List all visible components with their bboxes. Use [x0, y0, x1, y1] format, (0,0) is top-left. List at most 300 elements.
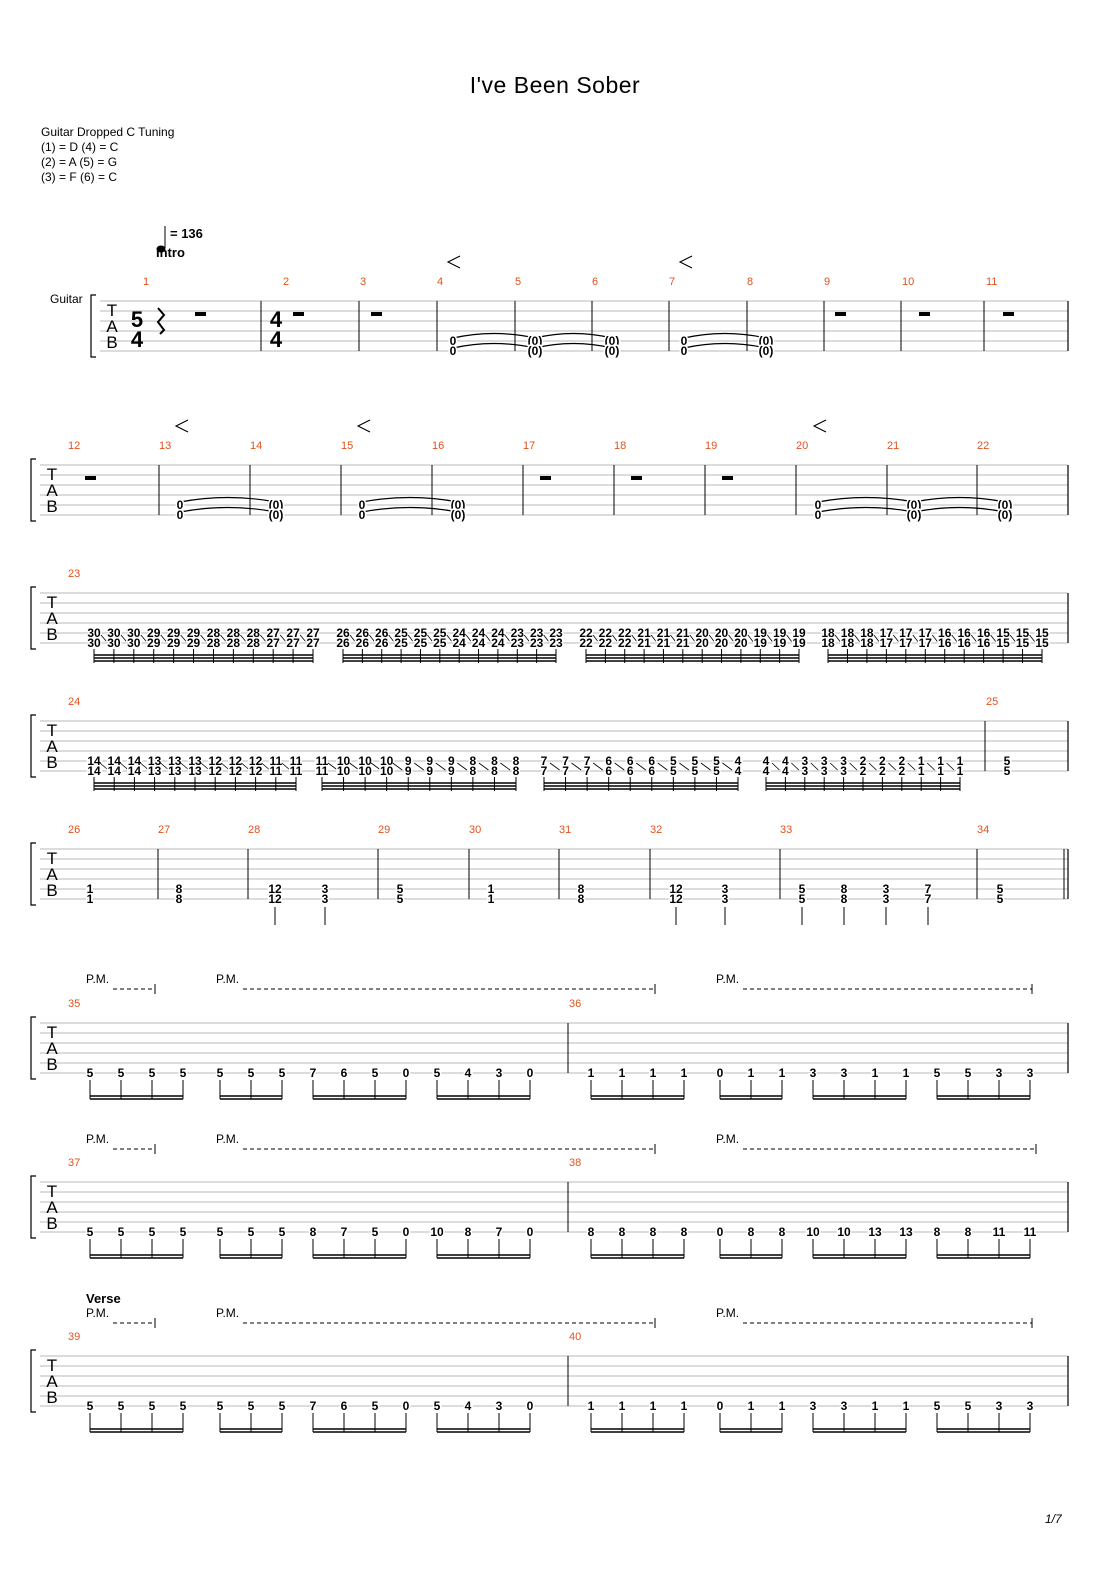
- tie-arc: [535, 334, 612, 339]
- slide-mark: [141, 635, 147, 642]
- tie-arc: [362, 508, 458, 513]
- fret-number: 3: [721, 882, 729, 896]
- palm-mute-label: P.M.: [216, 1132, 240, 1146]
- fret-number: 23: [549, 636, 563, 650]
- fret-number: 5: [798, 882, 806, 896]
- fret-number: 6: [605, 764, 613, 778]
- fret-number: 15: [1035, 626, 1049, 640]
- fret-number: 8: [747, 1225, 755, 1239]
- fret-number: 19: [772, 626, 787, 640]
- fret-number: (0): [758, 344, 774, 358]
- fret-number: (0): [758, 334, 774, 348]
- fret-number: 17: [879, 636, 894, 650]
- slide-mark: [457, 763, 467, 770]
- slide-mark: [722, 763, 732, 770]
- fret-number: 28: [246, 636, 260, 650]
- fret-number: 0: [526, 1399, 534, 1413]
- system-bracket: [31, 1176, 36, 1238]
- fret-number: 5: [996, 892, 1004, 906]
- measure-number: 35: [68, 998, 81, 1010]
- fret-number: 20: [695, 636, 709, 650]
- tab-clef-a: A: [46, 737, 58, 756]
- fret-number: 4: [782, 754, 789, 768]
- fret-number: 18: [860, 636, 874, 650]
- fret-number: 5: [179, 1066, 187, 1080]
- tab-clef-a: A: [46, 1039, 58, 1058]
- fret-number: 2: [898, 754, 906, 768]
- slide-mark: [280, 635, 286, 642]
- tab-clef-b: B: [46, 625, 58, 644]
- system-bracket: [31, 587, 36, 649]
- fret-number: 3: [321, 882, 329, 896]
- fret-number: 5: [117, 1225, 125, 1239]
- fret-number: 22: [598, 636, 613, 650]
- fret-number: 29: [186, 626, 201, 640]
- fret-number: 6: [605, 754, 613, 768]
- slide-mark: [850, 763, 857, 770]
- fret-number: 15: [996, 636, 1010, 650]
- fret-number: 5: [247, 1225, 255, 1239]
- tuning-line-1: (1) = D (4) = C: [41, 140, 119, 154]
- fret-number: 8: [175, 892, 183, 906]
- fret-number: 8: [618, 1225, 626, 1239]
- slide-mark: [479, 763, 489, 770]
- fret-number: 30: [127, 636, 141, 650]
- instrument-label: Guitar: [50, 292, 83, 306]
- fret-number: 5: [433, 1399, 441, 1413]
- fret-number: 3: [840, 1399, 848, 1413]
- measure-number: 13: [159, 440, 172, 452]
- fret-number: 1: [871, 1066, 879, 1080]
- fret-number: 1: [902, 1066, 910, 1080]
- fret-number: 27: [266, 636, 280, 650]
- tuning-line-2: (2) = A (5) = G: [41, 155, 118, 169]
- slide-mark: [893, 635, 898, 642]
- fret-number: 0: [680, 334, 688, 348]
- slide-mark: [991, 635, 996, 642]
- measure-number: 32: [650, 824, 663, 836]
- fret-number: 2: [898, 764, 906, 778]
- fret-number: 5: [117, 1066, 125, 1080]
- fret-number: 5: [713, 764, 720, 778]
- fret-number: 15: [1035, 636, 1049, 650]
- fret-number: 7: [540, 764, 548, 778]
- slide-mark: [913, 635, 918, 642]
- tie-arc: [453, 344, 535, 349]
- slide-mark: [436, 763, 446, 770]
- fret-number: 7: [309, 1399, 317, 1413]
- fret-number: 5: [247, 1066, 255, 1080]
- half-rest-icon: [919, 312, 930, 316]
- fret-number: 11: [289, 754, 303, 768]
- fret-number: 21: [656, 626, 671, 640]
- tab-clef-t: T: [46, 721, 58, 740]
- fret-number: 25: [413, 626, 428, 640]
- fret-number: 1: [956, 754, 964, 768]
- fret-number: 0: [814, 498, 822, 512]
- fret-number: 8: [512, 754, 520, 768]
- tab-clef-b: B: [46, 1055, 58, 1074]
- fret-number: (0): [268, 508, 284, 522]
- fret-number: 3: [820, 764, 828, 778]
- measure-number: 11: [986, 276, 998, 288]
- fret-number: 16: [938, 636, 952, 650]
- measure-number: 18: [614, 440, 627, 452]
- slide-mark: [888, 763, 895, 770]
- slide-mark: [408, 635, 413, 642]
- measure-number: 7: [669, 276, 676, 288]
- fret-number: 14: [127, 754, 142, 768]
- fret-number: 7: [540, 754, 548, 768]
- fret-number: (0): [527, 334, 543, 348]
- fret-number: (0): [906, 508, 922, 522]
- measure-number: 19: [705, 440, 718, 452]
- tab-clef-a: A: [46, 1372, 58, 1391]
- fret-number: 1: [680, 1066, 688, 1080]
- tie-arc: [914, 508, 1005, 513]
- fret-number: 23: [510, 626, 524, 640]
- slide-mark: [101, 635, 107, 642]
- measure-number: 31: [559, 824, 572, 836]
- measure-number: 3: [360, 276, 367, 288]
- fret-number: 19: [792, 626, 806, 640]
- slide-mark: [300, 635, 306, 642]
- fret-number: 1: [937, 754, 944, 768]
- fret-number: 5: [216, 1225, 224, 1239]
- fret-number: 3: [495, 1399, 503, 1413]
- fret-number: 1: [778, 1066, 786, 1080]
- fret-number: 15: [1015, 626, 1030, 640]
- fret-number: 8: [933, 1225, 941, 1239]
- fret-number: 5: [396, 892, 404, 906]
- fret-number: 7: [583, 764, 591, 778]
- slide-mark: [220, 635, 226, 642]
- fret-number: 19: [753, 626, 767, 640]
- tie-arc: [818, 498, 914, 503]
- fret-number: 18: [821, 626, 835, 640]
- tab-clef-a: A: [46, 865, 58, 884]
- measure-number: 17: [523, 440, 536, 452]
- fret-number: 24: [471, 636, 486, 650]
- fret-number: 5: [148, 1225, 156, 1239]
- fret-number: 14: [127, 764, 142, 778]
- tie-arc: [180, 508, 276, 513]
- fret-number: 3: [1026, 1066, 1034, 1080]
- fret-number: 3: [820, 754, 828, 768]
- fret-number: 0: [358, 508, 366, 522]
- crescendo-icon: [448, 256, 460, 268]
- fret-number: 2: [879, 764, 886, 778]
- fret-number: 1: [618, 1399, 626, 1413]
- fret-number: 13: [168, 754, 182, 768]
- fret-number: 10: [806, 1225, 820, 1239]
- measure-number: 34: [977, 824, 990, 836]
- fret-number: 2: [879, 754, 886, 768]
- fret-number: 18: [840, 626, 855, 640]
- slide-mark: [550, 763, 560, 770]
- fret-number: 4: [464, 1399, 472, 1413]
- fret-number: 5: [278, 1225, 286, 1239]
- fret-number: 12: [248, 764, 263, 778]
- fret-number: 24: [452, 636, 466, 650]
- slide-mark: [427, 635, 432, 642]
- fret-number: 20: [734, 626, 748, 640]
- fret-number: 25: [394, 626, 408, 640]
- palm-mute-label: P.M.: [216, 1306, 240, 1320]
- fret-number: 18: [821, 636, 835, 650]
- crescendo-icon: [176, 420, 188, 432]
- half-rest-icon: [371, 312, 382, 316]
- fret-number: 8: [309, 1225, 317, 1239]
- fret-number: 19: [753, 636, 767, 650]
- fret-number: 28: [226, 626, 241, 640]
- fret-number: 14: [87, 764, 101, 778]
- tab-clef-a: A: [106, 317, 118, 336]
- slide-mark: [748, 635, 753, 642]
- measure-number: 22: [977, 440, 990, 452]
- fret-number: 5: [148, 1399, 156, 1413]
- palm-mute-label: P.M.: [86, 972, 110, 986]
- half-rest-icon: [835, 312, 846, 316]
- fret-number: 1: [649, 1399, 657, 1413]
- slide-mark: [486, 635, 491, 642]
- fret-number: 25: [433, 626, 447, 640]
- slide-mark: [505, 635, 510, 642]
- fret-number: 1: [86, 892, 94, 906]
- fret-number: 26: [336, 636, 350, 650]
- fret-number: 23: [529, 626, 544, 640]
- fret-number: 20: [714, 636, 729, 650]
- fret-number: 7: [562, 764, 569, 778]
- fret-number: (0): [450, 498, 466, 512]
- fret-number: 5: [216, 1399, 224, 1413]
- fret-number: 0: [176, 498, 184, 512]
- fret-number: 3: [840, 1066, 848, 1080]
- fret-number: 5: [86, 1399, 94, 1413]
- measure-number: 39: [68, 1331, 81, 1343]
- fret-number: 8: [680, 1225, 688, 1239]
- fret-number: 21: [637, 636, 651, 650]
- tab-clef-t: T: [46, 1023, 58, 1042]
- fret-number: 3: [995, 1399, 1003, 1413]
- fret-number: 2: [859, 764, 867, 778]
- slide-mark: [787, 635, 792, 642]
- slide-mark: [811, 763, 818, 770]
- fret-number: 0: [449, 334, 457, 348]
- tempo-marking: = 136: [170, 226, 203, 241]
- fret-number: 21: [656, 636, 671, 650]
- fret-number: 0: [680, 344, 688, 358]
- tab-clef-a: A: [46, 1198, 58, 1217]
- fret-number: 24: [471, 626, 486, 640]
- fret-number: 29: [166, 636, 181, 650]
- measure-number: 5: [515, 276, 522, 288]
- fret-number: 25: [433, 636, 447, 650]
- fret-number: 27: [286, 636, 300, 650]
- half-rest-icon: [722, 476, 733, 480]
- measure-number: 21: [887, 440, 900, 452]
- measure-number: 29: [378, 824, 391, 836]
- fret-number: 30: [107, 636, 121, 650]
- system-bracket: [31, 1350, 36, 1412]
- crescendo-icon: [680, 256, 692, 268]
- crescendo-icon: [358, 420, 370, 432]
- fret-number: 7: [309, 1066, 317, 1080]
- fret-number: 13: [899, 1225, 913, 1239]
- tie-arc: [180, 498, 276, 503]
- slide-mark: [1030, 635, 1035, 642]
- slide-mark: [932, 635, 937, 642]
- fret-number: 4: [762, 754, 770, 768]
- fret-number: 5: [371, 1225, 379, 1239]
- fret-number: 29: [186, 636, 201, 650]
- fret-number: 13: [188, 754, 202, 768]
- fret-number: 13: [168, 764, 182, 778]
- slide-mark: [181, 635, 187, 642]
- palm-mute-label: P.M.: [86, 1306, 110, 1320]
- fret-number: 0: [526, 1066, 534, 1080]
- page-title: I've Been Sober: [469, 72, 641, 98]
- fret-number: 3: [882, 882, 890, 896]
- fret-number: 30: [127, 626, 141, 640]
- measure-number: 20: [796, 440, 809, 452]
- tuning-line-3: (3) = F (6) = C: [41, 170, 118, 184]
- fret-number: 23: [549, 626, 563, 640]
- time-sig-bottom: 4: [269, 327, 283, 352]
- fret-number: 0: [716, 1225, 724, 1239]
- fret-number: 26: [375, 636, 389, 650]
- fret-number: 3: [809, 1066, 817, 1080]
- fret-number: 11: [315, 764, 329, 778]
- measure-number: 10: [902, 276, 915, 288]
- fret-number: 10: [336, 764, 351, 778]
- fret-number: 1: [747, 1066, 755, 1080]
- fret-number: 5: [179, 1225, 187, 1239]
- fret-number: 3: [721, 892, 729, 906]
- tie-arc: [684, 334, 766, 339]
- fret-number: 5: [278, 1399, 286, 1413]
- fret-number: 19: [792, 636, 806, 650]
- fret-number: 1: [778, 1399, 786, 1413]
- tab-clef-b: B: [106, 333, 118, 352]
- fret-number: 3: [995, 1066, 1003, 1080]
- fret-number: 7: [924, 882, 932, 896]
- slide-mark: [121, 635, 127, 642]
- fret-number: 0: [716, 1066, 724, 1080]
- fret-number: 7: [340, 1225, 348, 1239]
- fret-number: 1: [917, 764, 925, 778]
- fret-number: (0): [997, 498, 1013, 512]
- slide-mark: [466, 635, 471, 642]
- fret-number: 10: [837, 1225, 851, 1239]
- fret-number: 3: [801, 754, 809, 768]
- measure-number: 6: [592, 276, 599, 288]
- fret-number: 8: [512, 764, 520, 778]
- fret-number: 5: [669, 764, 677, 778]
- fret-number: 6: [626, 754, 634, 768]
- tie-arc: [362, 498, 458, 503]
- slide-mark: [701, 763, 711, 770]
- fret-number: 30: [87, 636, 101, 650]
- fret-number: 27: [306, 636, 320, 650]
- measure-number: 1: [143, 276, 150, 288]
- fret-number: 12: [248, 754, 263, 768]
- fret-number: 17: [879, 626, 894, 640]
- fret-number: 5: [216, 1066, 224, 1080]
- fret-number: 5: [86, 1066, 94, 1080]
- fret-number: 0: [716, 1399, 724, 1413]
- fret-number: 30: [87, 626, 101, 640]
- fret-number: 13: [147, 764, 162, 778]
- fret-number: 12: [669, 892, 683, 906]
- fret-number: 7: [562, 754, 569, 768]
- fret-number: 11: [289, 764, 303, 778]
- half-rest-icon: [631, 476, 642, 480]
- fret-number: 5: [798, 892, 806, 906]
- fret-number: 28: [206, 636, 221, 650]
- slide-mark: [593, 635, 598, 642]
- time-sig-bottom: 4: [130, 327, 144, 352]
- slide-mark: [772, 763, 779, 770]
- fret-number: 1: [680, 1399, 688, 1413]
- fret-number: 10: [379, 764, 394, 778]
- slide-mark: [835, 635, 840, 642]
- fret-number: 13: [188, 764, 202, 778]
- fret-number: 6: [626, 764, 634, 778]
- tab-clef-t: T: [46, 1356, 58, 1375]
- measure-number: 38: [569, 1157, 582, 1169]
- tab-clef-t: T: [46, 849, 58, 868]
- system-bracket: [31, 715, 36, 777]
- fret-number: 26: [375, 626, 389, 640]
- fret-number: 11: [269, 764, 283, 778]
- fret-number: 12: [228, 754, 243, 768]
- fret-number: 23: [529, 636, 544, 650]
- fret-number: 5: [117, 1399, 125, 1413]
- fret-number: 5: [278, 1066, 286, 1080]
- fret-number: 0: [176, 508, 184, 522]
- fret-number: 22: [618, 626, 632, 640]
- fret-number: (0): [527, 344, 543, 358]
- fret-number: 29: [147, 636, 161, 650]
- measure-number: 4: [437, 276, 444, 288]
- fret-number: 9: [447, 754, 455, 768]
- section-intro: Intro: [156, 245, 185, 260]
- fret-number: 3: [801, 764, 809, 778]
- half-rest-icon: [1003, 312, 1014, 316]
- fret-number: 4: [464, 1066, 472, 1080]
- fret-number: 1: [902, 1399, 910, 1413]
- fret-number: 14: [107, 754, 121, 768]
- fret-number: 5: [371, 1066, 379, 1080]
- measure-number: 25: [986, 696, 999, 708]
- fret-number: 17: [918, 636, 932, 650]
- fret-number: 8: [840, 882, 848, 896]
- fret-number: 27: [286, 626, 300, 640]
- fret-number: 5: [86, 1225, 94, 1239]
- fret-number: 9: [426, 754, 434, 768]
- fret-number: 1: [86, 882, 94, 896]
- palm-mute-label: P.M.: [86, 1132, 110, 1146]
- palm-mute-label: P.M.: [716, 1306, 740, 1320]
- time-sig-top: 4: [269, 307, 283, 332]
- fret-number: 3: [840, 754, 847, 768]
- fret-number: 9: [426, 764, 434, 778]
- slide-mark: [593, 763, 603, 770]
- tie-arc: [535, 344, 612, 349]
- fret-number: 1: [956, 764, 964, 778]
- fret-number: 15: [1015, 636, 1030, 650]
